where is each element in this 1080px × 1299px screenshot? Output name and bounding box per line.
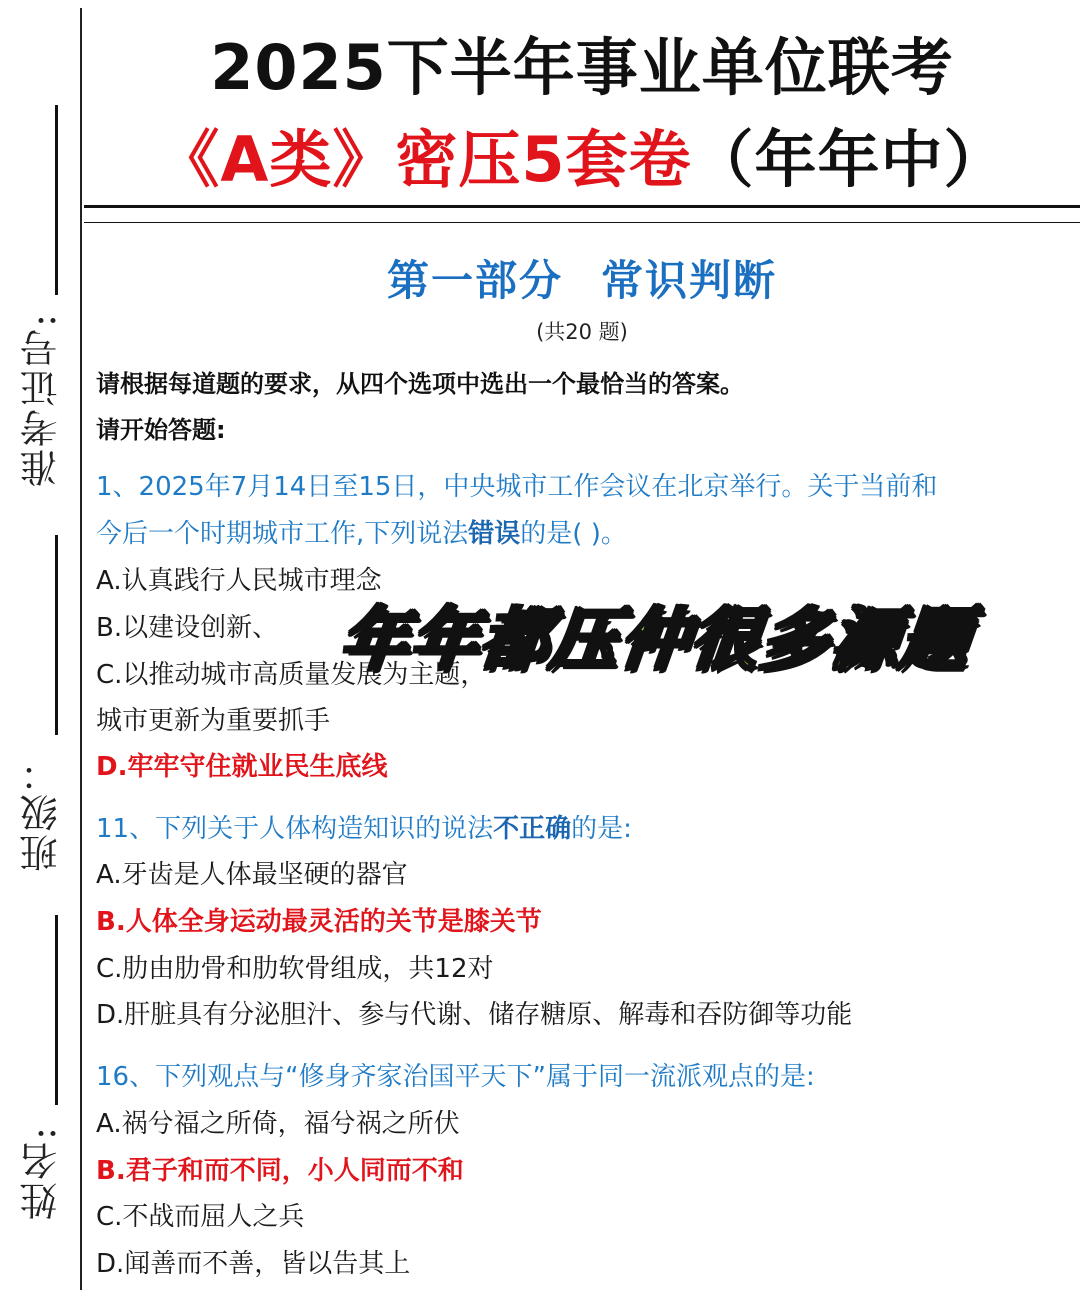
q11-option-a: A.牙齿是人体最坚硬的器官: [96, 860, 408, 890]
q11-option-c: C.肋由肋骨和肋软骨组成，共12对: [96, 954, 494, 984]
question-16-stem: 16、下列观点与“修身齐家治国平天下”属于同一流派观点的是:: [96, 1062, 815, 1092]
class-label: 班级：: [20, 752, 64, 872]
q1-stem-post: 的是( )。: [520, 519, 627, 549]
instruction: 请根据每道题的要求，从四个选项中选出一个最恰当的答案。: [96, 370, 744, 398]
q1-stem-pre: 今后一个时期城市工作,下列说法: [96, 519, 469, 549]
q1-option-d-answer: D.牢牢守住就业民生底线: [96, 752, 388, 782]
question-1-stem-line1: 1、2025年7月14日至15日，中央城市工作会议在北京举行。关于当前和: [96, 472, 938, 502]
exam-id-underline-top: [55, 105, 58, 295]
exam-id-label: 准考证号:: [20, 312, 64, 487]
subtitle-red: 《A类》密压5套卷: [157, 123, 692, 196]
header-rule-thick: [84, 205, 1080, 208]
q1-stem-key: 错误: [468, 519, 521, 549]
q16-option-d: D.闻善而不善，皆以告其上: [96, 1249, 411, 1279]
paper-title: 2025下半年事业单位联考: [210, 31, 954, 104]
paper-subtitle: [84, 110, 1080, 199]
q1-option-c-cont: 城市更新为重要抓手: [96, 706, 331, 736]
q16-option-c: C.不战而屈人之兵: [96, 1202, 305, 1232]
promo-overlay-text: 年年都压仲很多源题: [336, 601, 975, 680]
header-rule-thin: [84, 222, 1080, 223]
q11-stem-post: 的是:: [571, 814, 632, 844]
question-1-stem-line2: [96, 513, 627, 550]
margin-divider: [80, 8, 82, 1290]
name-label: 姓名:: [20, 1125, 64, 1220]
q1-option-c: C.以推动城市高质量发展为主题，: [96, 660, 487, 690]
q11-stem-key: 不正确: [493, 814, 572, 844]
section-heading: [84, 248, 1080, 308]
question-count: (共20 题): [536, 320, 628, 344]
q1-option-b: B.以建设创新、: [96, 613, 279, 643]
start-prompt: 请开始答题:: [96, 416, 226, 444]
exam-id-underline-bottom: [55, 535, 58, 735]
subtitle-black: （年年中）: [691, 123, 1007, 196]
question-11-stem: [96, 808, 632, 845]
section-subject: 常识判断: [601, 256, 778, 305]
section-part: 第一部分: [386, 256, 563, 305]
class-underline: [55, 915, 58, 1105]
q11-option-b-answer: B.人体全身运动最灵活的关节是膝关节: [96, 907, 542, 937]
q16-option-a: A.祸兮福之所倚，福兮祸之所伏: [96, 1109, 460, 1139]
q16-option-b-answer: B.君子和而不同，小人同而不和: [96, 1156, 464, 1186]
q11-option-d: D.肝脏具有分泌胆汁、参与代谢、储存糖原、解毒和吞防御等功能: [96, 1000, 853, 1030]
q11-stem-pre: 11、下列关于人体构造知识的说法: [96, 814, 494, 844]
q1-option-a: A.认真践行人民城市理念: [96, 566, 382, 596]
